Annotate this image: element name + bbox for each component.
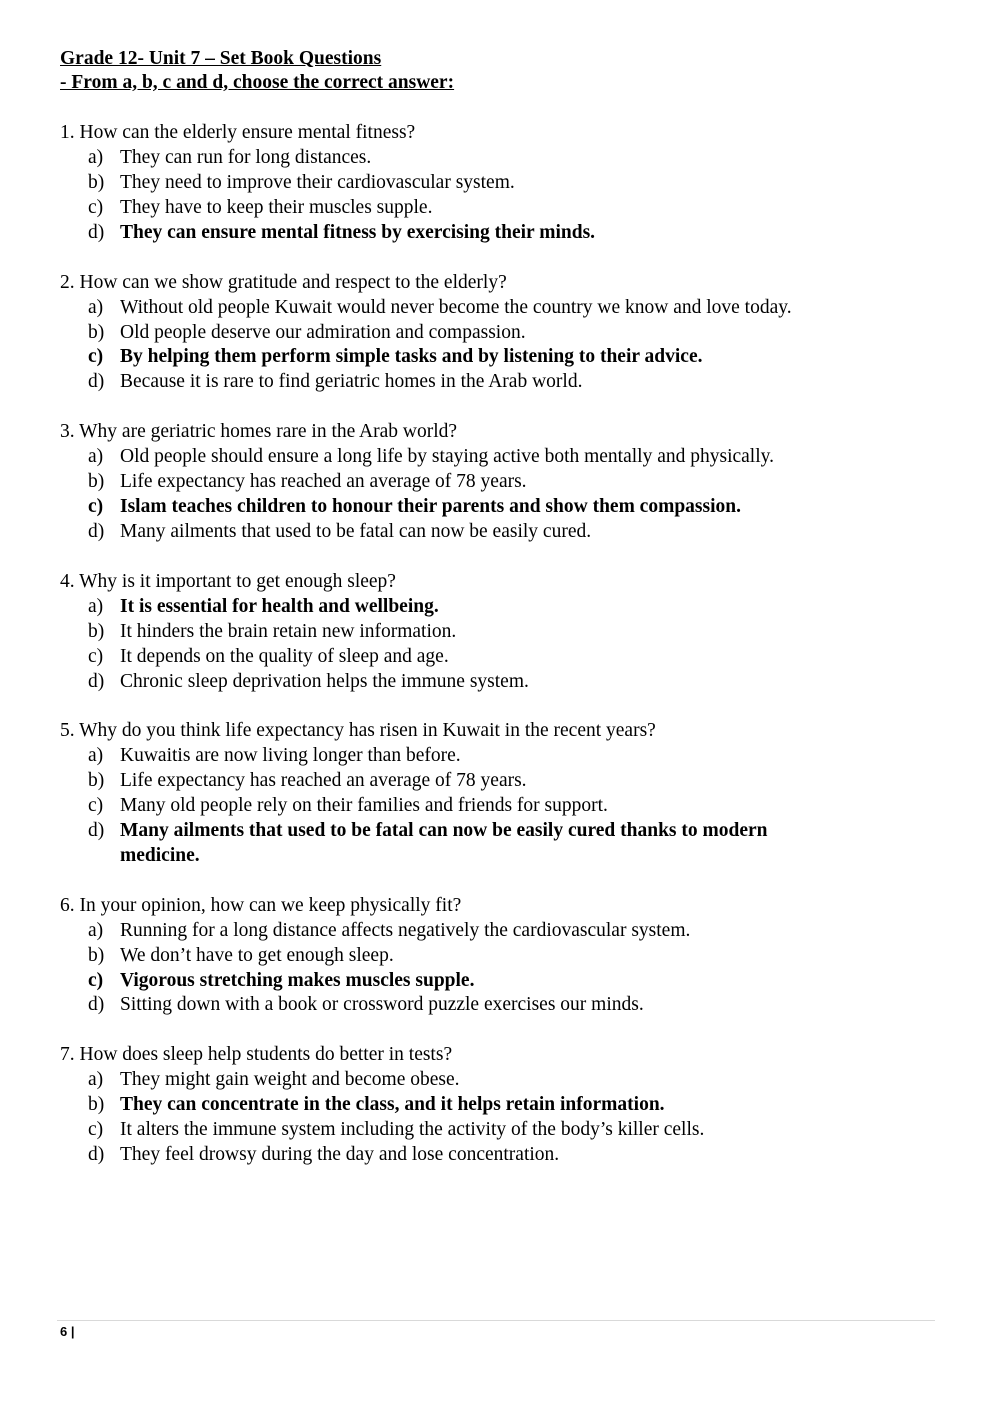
option-5b (88, 768, 527, 793)
option-text: It alters the immune system including the activity of the body’s killer cells. (120, 1119, 705, 1140)
option-text-continued: medicine. (120, 845, 200, 866)
option-text: Old people should ensure a long life by staying active both mentally and physically. (120, 446, 775, 467)
option-6a (88, 918, 690, 943)
option-4d (88, 669, 529, 694)
option-text: Without old people Kuwait would never become the country we know and love today. (120, 297, 792, 318)
option-text: We don’t have to get enough sleep. (120, 945, 394, 966)
option-text: Sitting down with a book or crossword puzzle exercises our minds. (120, 994, 644, 1015)
option-text: They can run for long distances. (120, 147, 372, 168)
option-letter: b) (88, 172, 105, 193)
option-text: Old people deserve our admiration and compassion. (120, 322, 526, 343)
option-text: Vigorous stretching makes muscles supple. (120, 970, 475, 991)
question-7: 7. How does sleep help students do better in tests? (60, 1044, 453, 1065)
question-3: 3. Why are geriatric homes rare in the Arab world? (60, 421, 458, 442)
option-7b-correct (88, 1092, 665, 1117)
option-letter: c) (88, 646, 104, 667)
option-letter: b) (88, 770, 105, 791)
instruction: - From a, b, c and d, choose the correct answer: (60, 72, 455, 93)
option-text: It depends on the quality of sleep and age. (120, 646, 449, 667)
option-text: Because it is rare to find geriatric homes in the Arab world. (120, 371, 583, 392)
option-2d (88, 369, 582, 394)
option-text: Many ailments that used to be fatal can now be easily cured thanks to modern (120, 820, 768, 841)
option-letter: d) (88, 1144, 105, 1165)
option-1d-correct (88, 220, 595, 245)
option-5c (88, 793, 608, 818)
option-letter: b) (88, 621, 105, 642)
option-letter: c) (88, 1119, 104, 1140)
option-text: It hinders the brain retain new information. (120, 621, 457, 642)
option-7a (88, 1067, 460, 1092)
option-letter: d) (88, 521, 105, 542)
question-1: 1. How can the elderly ensure mental fitness? (60, 122, 416, 143)
option-2a (88, 295, 792, 320)
option-text: Islam teaches children to honour their parents and show them compassion. (120, 496, 741, 517)
option-letter: a) (88, 446, 104, 467)
option-letter: a) (88, 745, 104, 766)
option-letter: c) (88, 795, 104, 816)
option-text: It is essential for health and wellbeing. (120, 596, 439, 617)
option-3c-correct (88, 494, 741, 519)
option-text: Kuwaitis are now living longer than before. (120, 745, 461, 766)
option-6c-correct (88, 968, 474, 993)
option-text: By helping them perform simple tasks and by listening to their advice. (120, 346, 703, 367)
option-letter: b) (88, 1094, 105, 1115)
option-letter: a) (88, 920, 104, 941)
option-1a (88, 145, 371, 170)
option-3a (88, 444, 774, 469)
option-6d (88, 992, 644, 1017)
option-text: They have to keep their muscles supple. (120, 197, 433, 218)
question-6: 6. In your opinion, how can we keep physically fit? (60, 895, 462, 916)
option-5d-correct (88, 818, 768, 868)
option-letter: a) (88, 596, 104, 617)
option-6b (88, 943, 394, 968)
option-5a (88, 743, 461, 768)
option-text: They might gain weight and become obese. (120, 1069, 460, 1090)
option-text: They need to improve their cardiovascular system. (120, 172, 515, 193)
option-letter: c) (88, 197, 104, 218)
option-text: They feel drowsy during the day and lose concentration. (120, 1144, 560, 1165)
option-text: Many ailments that used to be fatal can now be easily cured. (120, 521, 592, 542)
question-2: 2. How can we show gratitude and respect to the elderly? (60, 272, 507, 293)
option-7c (88, 1117, 704, 1142)
option-2b (88, 320, 526, 345)
option-7d (88, 1142, 559, 1167)
option-letter: c) (88, 346, 104, 367)
page-title: Grade 12- Unit 7 – Set Book Questions (60, 48, 382, 69)
option-4b (88, 619, 456, 644)
option-4c (88, 644, 449, 669)
option-letter: a) (88, 1069, 104, 1090)
option-letter: a) (88, 147, 104, 168)
option-letter: c) (88, 496, 104, 517)
option-text: They can concentrate in the class, and it helps retain information. (120, 1094, 665, 1115)
option-2c-correct (88, 344, 703, 369)
option-letter: a) (88, 297, 104, 318)
option-text: Life expectancy has reached an average of 78 years. (120, 471, 527, 492)
option-letter: b) (88, 471, 105, 492)
footer-divider (57, 1320, 935, 1321)
question-4: 4. Why is it important to get enough sleep? (60, 571, 396, 592)
option-text: Chronic sleep deprivation helps the immune system. (120, 671, 529, 692)
option-text: They can ensure mental fitness by exercising their minds. (120, 222, 596, 243)
option-text: Running for a long distance affects negatively the cardiovascular system. (120, 920, 691, 941)
option-letter: b) (88, 322, 105, 343)
option-letter: c) (88, 970, 104, 991)
option-letter: d) (88, 371, 105, 392)
option-3b (88, 469, 527, 494)
option-letter: d) (88, 820, 105, 841)
question-5: 5. Why do you think life expectancy has risen in Kuwait in the recent years? (60, 720, 656, 741)
option-text: Many old people rely on their families and friends for support. (120, 795, 608, 816)
option-1b (88, 170, 515, 195)
option-letter: d) (88, 222, 105, 243)
option-4a-correct (88, 594, 439, 619)
option-letter: d) (88, 994, 105, 1015)
option-1c (88, 195, 432, 220)
option-letter: d) (88, 671, 105, 692)
option-letter: b) (88, 945, 105, 966)
option-text: Life expectancy has reached an average of 78 years. (120, 770, 527, 791)
option-3d (88, 519, 591, 544)
page-number: 6 | (60, 1324, 75, 1339)
